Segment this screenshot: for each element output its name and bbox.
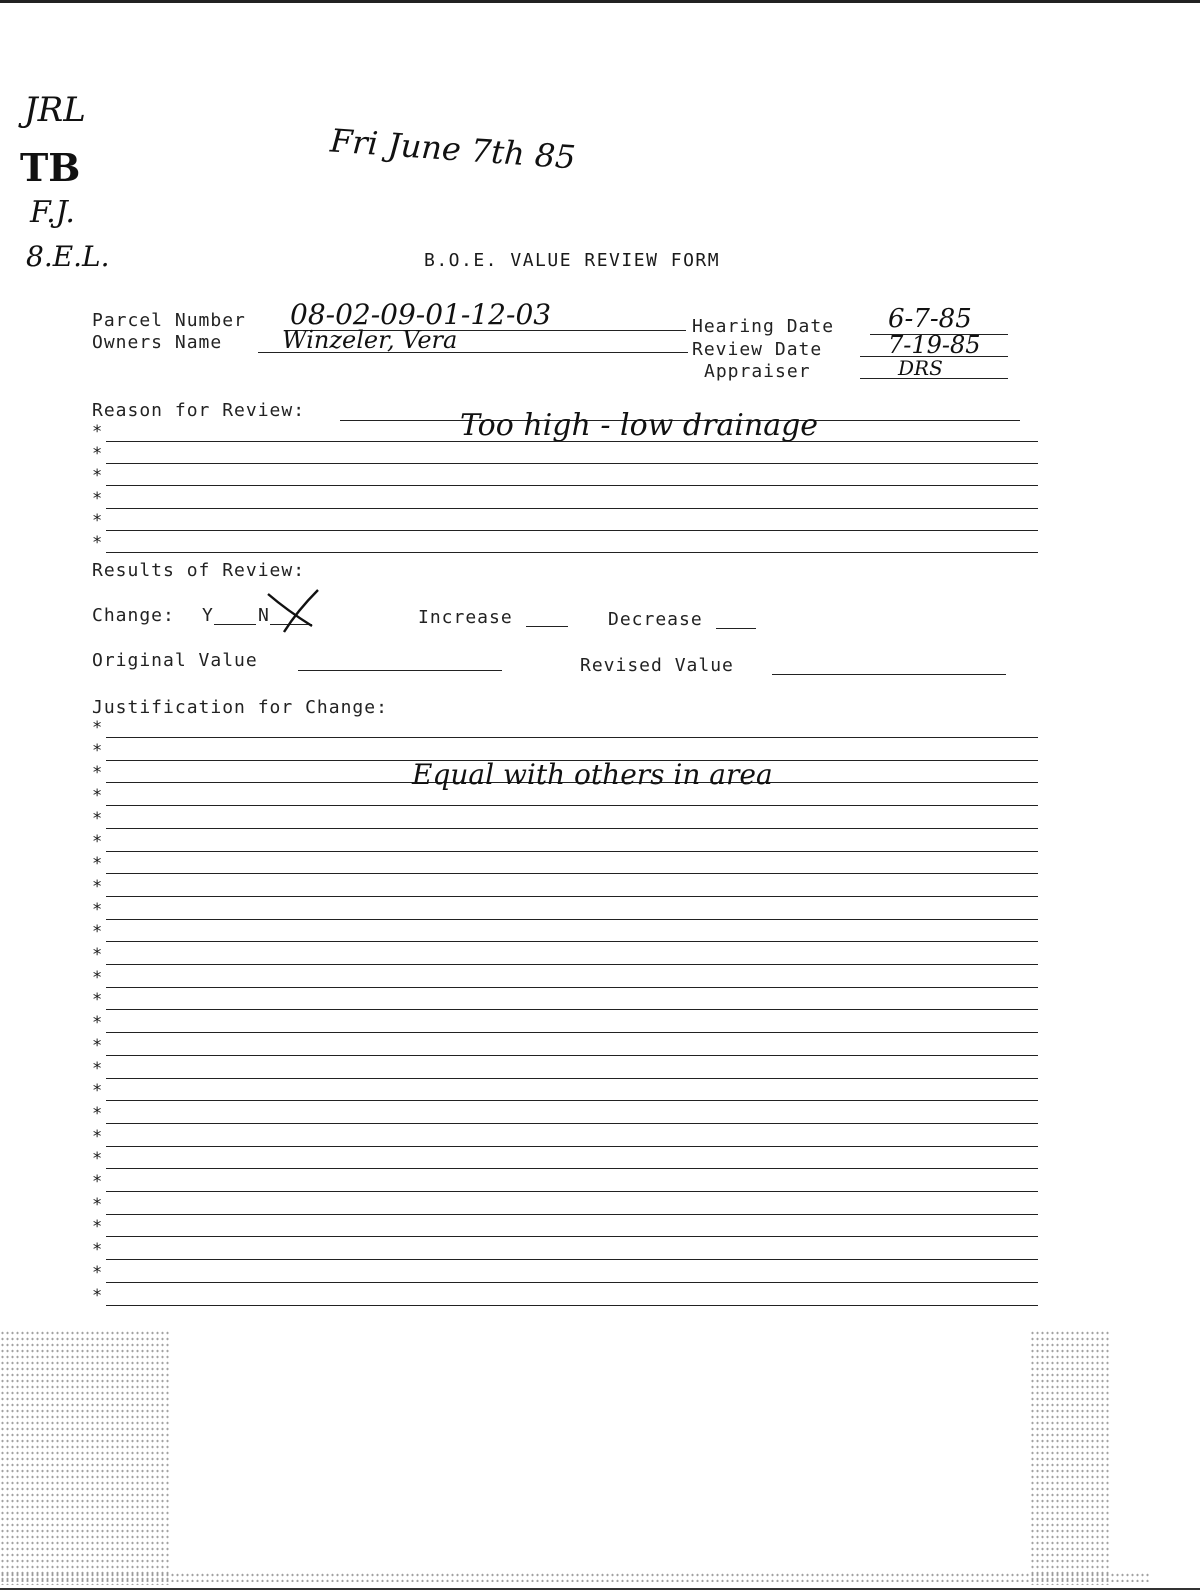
form-line-rule — [106, 896, 1038, 897]
initials-3: F.J. — [30, 195, 75, 230]
reason-label: Reason for Review: — [92, 400, 306, 421]
form-line-rule — [106, 828, 1038, 829]
line-marker: * — [92, 990, 103, 1011]
form-line[interactable] — [92, 922, 1038, 944]
form-line-rule — [106, 1078, 1038, 1079]
form-line-rule — [106, 508, 1038, 509]
form-line-rule — [106, 530, 1038, 531]
parcel-number-value: 08-02-09-01-12-03 — [290, 298, 552, 331]
form-line[interactable] — [92, 1104, 1038, 1126]
line-marker: * — [92, 1217, 103, 1238]
line-marker: * — [92, 444, 103, 465]
page-bottom-edge — [0, 1588, 1200, 1590]
initials-1: JRL — [24, 90, 86, 130]
line-marker: * — [92, 1240, 103, 1261]
form-line-rule — [106, 1009, 1038, 1010]
form-line-rule — [106, 919, 1038, 920]
form-line[interactable] — [92, 444, 1038, 466]
form-line[interactable] — [92, 1127, 1038, 1149]
line-marker: * — [92, 967, 103, 988]
form-line[interactable] — [92, 809, 1038, 831]
line-marker: * — [92, 1172, 103, 1192]
original-value-label: Original Value — [92, 650, 258, 671]
hearing-date-label: Hearing Date — [692, 316, 835, 337]
initials-4: 8.E.L. — [26, 240, 110, 273]
appraiser-label: Appraiser — [704, 361, 811, 382]
change-yes-label: Y — [202, 605, 214, 626]
form-line[interactable] — [92, 533, 1038, 555]
form-line-rule — [106, 1305, 1038, 1306]
form-line[interactable] — [92, 466, 1038, 488]
form-line-rule — [106, 964, 1038, 965]
line-marker: * — [92, 1058, 103, 1079]
scan-noise-bottom — [0, 1572, 1150, 1582]
owners-name-value: Winzeler, Vera — [282, 326, 458, 354]
line-marker: * — [92, 718, 103, 738]
form-line[interactable] — [92, 1240, 1038, 1262]
review-date-value: 7-19-85 — [888, 331, 981, 359]
form-line-rule — [106, 1214, 1038, 1215]
form-line-rule — [106, 463, 1038, 464]
line-marker: * — [92, 1194, 103, 1215]
decrease-blank[interactable] — [716, 628, 756, 629]
appraiser-value: DRS — [898, 356, 943, 380]
original-value-blank[interactable] — [298, 670, 502, 671]
form-line[interactable] — [92, 1013, 1038, 1035]
initials-2: TB — [20, 145, 81, 190]
form-line[interactable] — [92, 1263, 1038, 1285]
form-line[interactable] — [92, 1172, 1038, 1194]
form-line-rule — [106, 1168, 1038, 1169]
line-marker: * — [92, 1081, 103, 1102]
form-line[interactable] — [92, 1149, 1038, 1171]
form-line[interactable] — [92, 1217, 1038, 1239]
results-label: Results of Review: — [92, 560, 306, 581]
form-line[interactable] — [92, 1059, 1038, 1081]
line-marker: * — [92, 1103, 103, 1124]
line-marker: * — [92, 1262, 103, 1283]
line-marker: * — [92, 488, 103, 509]
form-line[interactable] — [92, 489, 1038, 511]
form-line-rule — [106, 1191, 1038, 1192]
increase-label: Increase — [418, 607, 513, 628]
owners-name-label: Owners Name — [92, 332, 223, 353]
scan-noise-right — [1030, 1330, 1110, 1585]
form-line[interactable] — [92, 1286, 1038, 1308]
line-marker: * — [92, 922, 103, 943]
line-marker: * — [92, 1035, 103, 1056]
form-line-rule — [106, 1123, 1038, 1124]
form-line-rule — [106, 1282, 1038, 1283]
change-yes-blank[interactable] — [214, 624, 256, 625]
form-line-rule — [106, 1100, 1038, 1101]
line-marker: * — [92, 786, 103, 807]
form-line[interactable] — [92, 511, 1038, 533]
line-marker: * — [92, 1126, 103, 1147]
line-marker: * — [92, 1285, 103, 1306]
form-line-rule — [106, 1055, 1038, 1056]
form-line[interactable] — [92, 877, 1038, 899]
form-line-rule — [106, 1032, 1038, 1033]
line-marker: * — [92, 763, 103, 784]
form-line-rule — [106, 552, 1038, 553]
line-marker: * — [92, 808, 103, 829]
form-line[interactable] — [92, 1036, 1038, 1058]
review-date-label: Review Date — [692, 339, 823, 360]
form-line-rule — [106, 485, 1038, 486]
reason-value: Too high - low drainage — [460, 408, 819, 443]
line-marker: * — [92, 899, 103, 920]
form-line-rule — [106, 873, 1038, 874]
form-line-rule — [106, 805, 1038, 806]
form-line[interactable] — [92, 945, 1038, 967]
form-line-rule — [106, 737, 1038, 738]
line-marker: * — [92, 740, 103, 761]
form-line-rule — [106, 1146, 1038, 1147]
change-no-label: N — [258, 605, 270, 626]
hearing-date-value: 6-7-85 — [888, 304, 972, 334]
line-marker: * — [92, 854, 103, 875]
form-line[interactable] — [92, 900, 1038, 922]
decrease-label: Decrease — [608, 609, 703, 630]
form-line[interactable] — [92, 854, 1038, 876]
form-line-rule — [106, 441, 1038, 442]
line-marker: * — [92, 466, 103, 487]
form-line[interactable] — [92, 968, 1038, 990]
line-marker: * — [92, 422, 103, 442]
form-line-rule — [106, 941, 1038, 942]
form-line-rule — [106, 987, 1038, 988]
parcel-number-label: Parcel Number — [92, 310, 246, 331]
form-line[interactable] — [92, 1081, 1038, 1103]
justification-label: Justification for Change: — [92, 697, 388, 718]
scan-noise-left — [0, 1330, 170, 1585]
form-line-rule — [106, 1236, 1038, 1237]
line-marker: * — [92, 1013, 103, 1034]
revised-value-blank[interactable] — [772, 674, 1006, 675]
form-line-rule — [106, 1259, 1038, 1260]
page-top-edge — [0, 0, 1200, 3]
revised-value-label: Revised Value — [580, 655, 734, 676]
change-no-checkmark-icon — [262, 586, 326, 634]
form-title: B.O.E. VALUE REVIEW FORM — [424, 250, 721, 271]
line-marker: * — [92, 831, 103, 852]
line-marker: * — [92, 876, 103, 897]
increase-blank[interactable] — [526, 626, 568, 627]
form-line[interactable] — [92, 1195, 1038, 1217]
change-label: Change: — [92, 605, 175, 626]
justification-value: Equal with others in area — [412, 758, 773, 791]
line-marker: * — [92, 1149, 103, 1170]
handwritten-date: Fri June 7th 85 — [328, 121, 577, 177]
form-line[interactable] — [92, 422, 1038, 444]
form-line[interactable] — [92, 990, 1038, 1012]
line-marker: * — [92, 945, 103, 965]
form-line-rule — [106, 851, 1038, 852]
line-marker: * — [92, 533, 103, 553]
form-line[interactable] — [92, 718, 1038, 740]
line-marker: * — [92, 510, 103, 531]
form-line[interactable] — [92, 832, 1038, 854]
